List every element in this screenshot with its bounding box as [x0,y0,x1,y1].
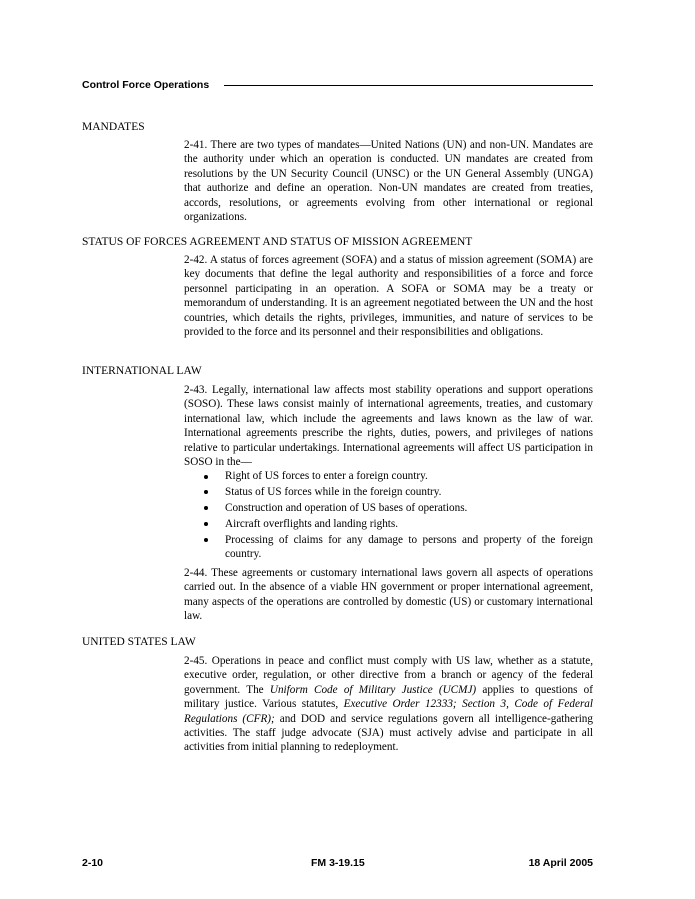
list-item [184,469,593,483]
footer-page-number: 2-10 [82,857,104,869]
list-item [184,533,593,562]
bullet-icon [204,490,208,494]
paragraph-text: 2-45. Operations in peace and conflict must comply with US law, whether as a statute, executive order, regulation, or other directive from a branch or agency of the federal government. The [184,655,593,696]
list-item-text: Right of US forces to enter a foreign country. [225,470,428,482]
list-item [184,517,593,531]
running-header-title: Control Force Operations [82,79,210,91]
italic-citation-eo-cfr: Executive Order 12333; Section 3, Code of Federal Regulations (CFR); [184,698,593,725]
paragraph-2-41: 2-41. There are two types of mandates—United Nations (UN) and non-UN. Mandates are the authority under which an operation is conducted. UN mandates are created from resolutions by the UN Security Council (UNSC) or the UN General Assembly (UNGA) that authorize and define an operation. Non-UN mandates are created from treaties, accords, resolutions, or agreements evolving from other international or regional organizations. [184,139,593,224]
section-heading-international-law: INTERNATIONAL LAW [82,365,202,377]
footer-date: 18 April 2005 [528,857,593,869]
bullet-icon [204,538,208,542]
header-rule [224,85,593,86]
paragraph-2-42: 2-42. A status of forces agreement (SOFA) and a status of mission agreement (SOMA) are key documents that define the legal authority and responsibilities of a force and force personnel participating in an operation. A SOFA or SOMA may be a treaty or memorandum of understanding. It is an agreement negotiated between the UN and the host countries, which details the rights, privileges, immunities, and nature of services to be provided to the force and its personnel and their responsibilities and obligations. [184,254,593,339]
paragraph-2-43: 2-43. Legally, international law affects most stability operations and support operations (SOSO). These laws consist mainly of international agreements, treaties, and customary international law, which include the agreements and laws known as the law of war. International agreements prescribe the rights, duties, powers, and privileges of nations relative to particular undertakings. International agreements will affect US participation in SOSO in the— [184,384,593,469]
bullet-icon [204,522,208,526]
list-item-text: Construction and operation of US bases of operations. [225,501,468,514]
bullet-icon [204,506,208,510]
paragraph-2-44: 2-44. These agreements or customary international laws govern all aspects of operations carried out. In the absence of a viable HN government or proper international agreement, many aspects of the operations are controlled by domestic (US) or customary international law. [184,567,593,623]
footer-manual-number: FM 3-19.15 [311,857,365,869]
list-item-text: Aircraft overflights and landing rights. [225,517,399,530]
list-item-text: Processing of claims for any damage to persons and property of the foreign country. [225,533,593,561]
bullet-icon [204,475,208,479]
paragraph-2-45 [184,654,593,755]
bullet-list [184,469,593,563]
list-item-text: Status of US forces while in the foreign country. [225,485,442,498]
list-item [184,485,593,499]
paragraph-text: and DOD and service regulations govern all intelligence-gathering activities. The staff judge advocate (SJA) must actively advise and participate in all activities from initial planning to redeployment. [184,712,593,754]
section-heading-sofa-soma: STATUS OF FORCES AGREEMENT AND STATUS OF MISSION AGREEMENT [82,236,473,248]
paragraph-text: applies to questions of military justice. Various statutes, [184,683,593,711]
section-heading-mandates: MANDATES [82,121,145,133]
section-heading-us-law: UNITED STATES LAW [82,636,196,648]
list-item [184,501,593,515]
italic-citation-ucmj: Uniform Code of Military Justice (UCMJ) [269,683,477,696]
